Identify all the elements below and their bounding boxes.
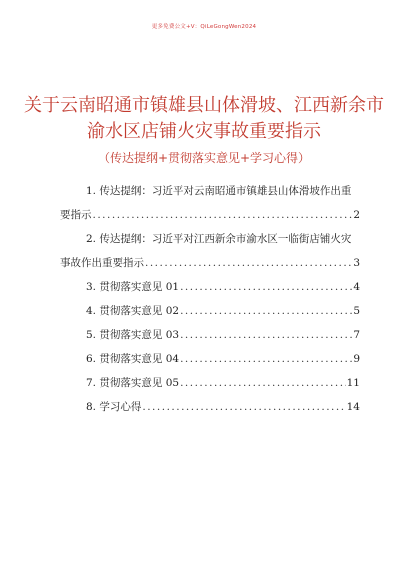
toc-entry-number: 4. bbox=[86, 305, 97, 317]
toc-entry-text: 贯彻落实意见 04 bbox=[99, 353, 180, 365]
toc-page-number: 4 bbox=[353, 281, 360, 293]
toc-entry-number: 5. bbox=[86, 329, 97, 341]
dot-leader bbox=[142, 401, 345, 413]
dot-leader bbox=[180, 377, 346, 389]
dot-leader bbox=[180, 281, 352, 293]
toc-entry-text: 贯彻落实意见 03 bbox=[99, 329, 180, 341]
toc-page-number: 11 bbox=[346, 377, 360, 389]
toc-entry-text: 学习心得 bbox=[99, 401, 142, 413]
toc-entry-number: 2. bbox=[86, 233, 97, 245]
toc-entry-number: 7. bbox=[86, 377, 97, 389]
toc-entry-text: 贯彻落实意见 05 bbox=[99, 377, 180, 389]
toc-entry-number: 1. bbox=[86, 185, 97, 197]
toc-page-number: 5 bbox=[353, 305, 360, 317]
dot-leader bbox=[180, 329, 352, 341]
toc-entry-text: 传达提纲：习近平对云南昭通市镇雄县山体滑坡作出重 bbox=[99, 185, 352, 197]
toc-page-number: 9 bbox=[353, 353, 360, 365]
toc-entry-number: 6. bbox=[86, 353, 97, 365]
dot-leader bbox=[180, 353, 352, 365]
dot-leader bbox=[180, 305, 352, 317]
toc-entry-number: 8. bbox=[86, 401, 97, 413]
title-line-2: 渝水区店铺火灾事故重要指示 bbox=[87, 121, 321, 142]
dot-leader bbox=[93, 209, 353, 221]
toc-page-number: 14 bbox=[346, 401, 360, 413]
toc-entry-text: 传达提纲：习近平对江西新余市渝水区一临街店铺火灾 bbox=[99, 233, 352, 245]
title-line-1: 关于云南昭通市镇雄县山体滑坡、江西新余市 bbox=[24, 95, 384, 116]
toc-entry-text-cont: 要指示 bbox=[60, 209, 92, 221]
toc-page-number: 2 bbox=[353, 209, 360, 221]
document-subtitle: （传达提纲+贯彻落实意见+学习心得） bbox=[97, 151, 311, 165]
toc-page-number: 7 bbox=[353, 329, 360, 341]
toc-entry-text: 贯彻落实意见 01 bbox=[99, 281, 180, 293]
toc-entry-text-cont: 事故作出重要指示 bbox=[60, 257, 144, 269]
dot-leader bbox=[145, 257, 352, 269]
toc-page-number: 3 bbox=[353, 257, 360, 269]
toc-entry-number: 3. bbox=[86, 281, 97, 293]
toc-entry-text: 贯彻落实意见 02 bbox=[99, 305, 180, 317]
document-title bbox=[20, 93, 388, 145]
watermark-text: 更多免费公文+V：QiLeGongWen2024 bbox=[151, 24, 257, 30]
